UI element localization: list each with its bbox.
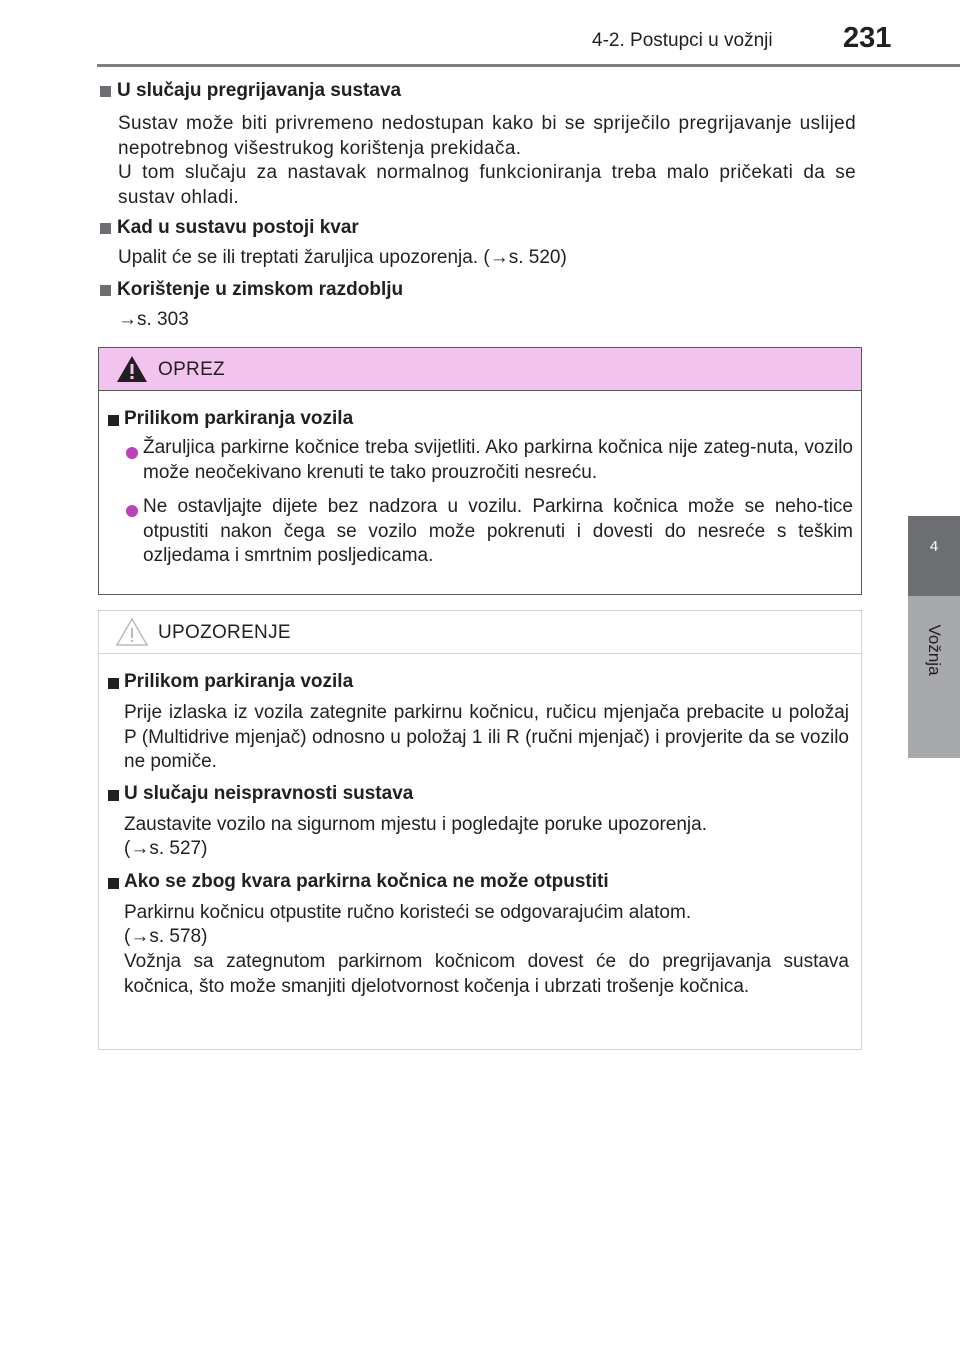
notice-header (99, 611, 861, 654)
page-reference-link[interactable]: →s. 303 (118, 309, 189, 330)
chapter-number: 4 (929, 538, 939, 555)
square-bullet-icon (108, 415, 119, 426)
note-winter (100, 279, 856, 331)
notice-paragraph: Vožnja sa zategnutom parkirnom kočnicom dovest će do pregrijavanja sustava kočnica, što može smanjiti djelotvornost kočenja i ubrzati trošenje kočnica. (124, 951, 849, 997)
chapter-label: Vožnja (925, 624, 944, 676)
note-paragraph: U tom slučaju za nastavak normalnog funkcioniranja treba malo pričekati da se sustav ohladi. (118, 162, 856, 208)
chapter-tab[interactable] (908, 516, 960, 596)
square-bullet-icon (100, 285, 111, 296)
caution-bullet: Žaruljica parkirne kočnice treba svijetliti. Ako parkirna kočnica nije zateg-nuta, vozilo može neočekivano krenuti te tako prouzročiti nesreću. (143, 437, 853, 483)
square-bullet-icon (108, 790, 119, 801)
notice-paragraph: Zaustavite vozilo na sigurnom mjestu i pogledajte poruke upozorenja. (124, 814, 707, 835)
notice-paragraph: Parkirnu kočnicu otpustite ručno koristeći se odgovarajućim alatom. (124, 902, 692, 923)
note-fault (100, 217, 856, 269)
warning-icon (115, 354, 149, 384)
caution-title: OPREZ (158, 359, 225, 380)
square-bullet-icon (108, 678, 119, 689)
caution-heading: Prilikom parkiranja vozila (124, 408, 354, 429)
section-title: 4-2. Postupci u vožnji (592, 30, 773, 51)
square-bullet-icon (100, 86, 111, 97)
note-heading: Korištenje u zimskom razdoblju (117, 279, 404, 300)
square-bullet-icon (108, 878, 119, 889)
chapter-label-band (908, 596, 960, 758)
notice-heading: U slučaju neispravnosti sustava (124, 783, 414, 804)
notice-paragraph: Prije izlaska iz vozila zategnite parkirnu kočnicu, ručicu mjenjača prebacite u položaj P (Multidrive mjenjač) odnosno u položaj 1 ili R (ručni mjenjač) i provjerite da se vozilo ne pomiče. (124, 702, 849, 772)
caution-box (98, 347, 862, 595)
warning-outline-icon (115, 617, 149, 647)
caution-bullet: Ne ostavljajte dijete bez nadzora u vozilu. Parkirna kočnica može se neho-tice otpustiti nakon čega se vozilo može pokrenuti i dovesti do nesreće s teškim ozljedama i smrtnim posljedicama. (143, 496, 853, 566)
page-reference-link[interactable]: (→s. 527) (124, 838, 208, 859)
caution-header (99, 348, 861, 391)
square-bullet-icon (100, 223, 111, 234)
notice-heading: Ako se zbog kvara parkirna kočnica ne može otpustiti (124, 871, 609, 892)
page-number: 231 (843, 22, 892, 54)
notice-heading: Prilikom parkiranja vozila (124, 671, 354, 692)
note-overheating (100, 80, 856, 210)
note-heading: U slučaju pregrijavanja sustava (117, 80, 402, 101)
bullet-dot-icon (126, 447, 138, 459)
page-reference-link[interactable]: (→s. 578) (124, 926, 208, 947)
note-heading: Kad u sustavu postoji kvar (117, 217, 359, 238)
header-divider (97, 64, 960, 67)
notice-title: UPOZORENJE (158, 622, 291, 643)
notice-box (98, 610, 862, 1050)
note-paragraph: Sustav može biti privremeno nedostupan kako bi se spriječilo pregrijavanje uslijed nepotrebnog višestrukog korištenja prekidača. (118, 113, 856, 159)
bullet-dot-icon (126, 505, 138, 517)
note-paragraph: Upalit će se ili treptati žaruljica upozorenja. (→s. 520) (118, 247, 567, 268)
